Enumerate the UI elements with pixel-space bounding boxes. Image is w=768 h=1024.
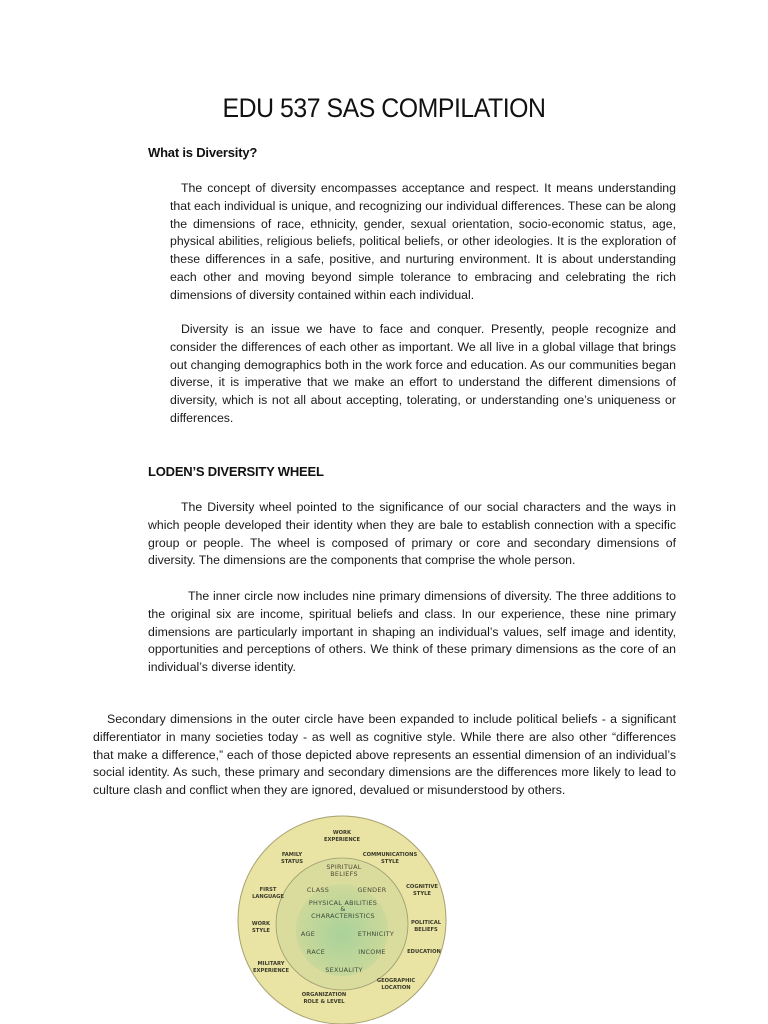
diversity-wheel-diagram	[232, 812, 454, 1024]
wheel-label-sexuality: SEXUALITY	[325, 966, 363, 974]
wheel-label-characteristics: CHARACTERISTICS	[311, 912, 375, 920]
heading-lodens-diversity-wheel: LODEN’S DIVERSITY WHEEL	[148, 464, 324, 479]
wheel-label-work-experience-2: EXPERIENCE	[323, 837, 361, 843]
wheel-label-work-style-2: STYLE	[252, 928, 270, 934]
wheel-label-work-style: WORK	[251, 921, 271, 927]
wheel-label-communications-style: COMMUNICATIONS	[362, 852, 418, 858]
wheel-label-political-beliefs: POLITICAL	[410, 920, 442, 926]
paragraph-diversity-issue: Diversity is an issue we have to face and conquer. Presently, people recognize and consider the differences of each other as important. We all live in a global village that brings out changing demographics both in the work force and education. As our communities began diverse, it is imperative that we make an effort to understand the different dimensions of diversity, which is not all about accepting, tolerating, or understanding one’s uniqueness or differences.	[170, 322, 676, 425]
wheel-label-education: EDUCATION	[407, 949, 441, 955]
wheel-label-race: RACE	[306, 948, 326, 956]
wheel-label-cognitive-style: COGNITIVE	[406, 884, 438, 890]
paragraph-wheel-intro: The Diversity wheel pointed to the significance of our social characters and the ways in which people developed their identity when they are bale to establish connection with a specific group or people. The wheel is composed of primary or core and secondary dimensions of diversity. The dimensions are the components that comprise the whole person.	[148, 500, 676, 568]
wheel-label-income: INCOME	[358, 948, 386, 956]
wheel-label-physical-abilities: PHYSICAL ABILITIES	[308, 899, 378, 907]
wheel-label-physical-ampersand: &	[340, 905, 346, 913]
diversity-wheel-figure	[232, 812, 454, 1024]
wheel-label-work-experience: WORK	[332, 830, 352, 836]
wheel-label-communications-style-2: STYLE	[381, 859, 399, 865]
wheel-label-cognitive-style-2: STYLE	[413, 891, 431, 897]
wheel-label-gender: GENDER	[357, 886, 387, 894]
paragraph-diversity-concept: The concept of diversity encompasses acceptance and respect. It means understanding that each individual is unique, and recognizing our individual differences. These can be along the dimensions of race, ethnicity, gender, sexual orientation, socio-economic status, age, physical abilities, religious beliefs, political beliefs, or other ideologies. It is the exploration of these differences in a safe, positive, and nurturing environment. It is about understanding each other and moving beyond simple tolerance to embracing and celebrating the rich dimensions of diversity contained within each individual.	[170, 181, 676, 302]
wheel-label-first-language-2: LANGUAGE	[252, 894, 284, 900]
wheel-label-geographic-location-2: LOCATION	[381, 985, 411, 991]
wheel-label-organization-role: ORGANIZATION	[301, 992, 347, 998]
wheel-label-ethnicity: ETHNICITY	[357, 930, 395, 938]
wheel-label-spiritual-beliefs: SPIRITUAL	[326, 863, 362, 871]
wheel-label-class: CLASS	[306, 886, 330, 894]
heading-what-is-diversity: What is Diversity?	[148, 145, 258, 160]
wheel-label-military-experience-2: EXPERIENCE	[252, 968, 290, 974]
wheel-label-spiritual-beliefs-2: BELIEFS	[330, 870, 358, 878]
wheel-label-family-status-2: STATUS	[281, 859, 303, 865]
wheel-label-geographic-location: GEOGRAPHIC	[376, 978, 416, 984]
document-title: EDU 537 SAS COMPILATION	[222, 93, 546, 123]
paragraph-inner-circle: The inner circle now includes nine primary dimensions of diversity. The three additions to the original six are income, spiritual beliefs and class. In our experience, these nine primary dimensions are particularly important in shaping an individual’s values, self image and identity, opportunities and perceptions of others. We think of these primary dimensions as the core of an individual’s diverse identity.	[148, 589, 676, 675]
wheel-label-political-beliefs-2: BELIEFS	[414, 927, 438, 933]
wheel-label-first-language: FIRST	[259, 887, 277, 893]
wheel-label-organization-role-2: ROLE & LEVEL	[303, 999, 345, 1005]
wheel-label-military-experience: MILITARY	[257, 961, 285, 967]
paragraph-secondary-dimensions: Secondary dimensions in the outer circle have been expanded to include political beliefs - a significant differentiator in many societies today - as well as cognitive style. While there are also other “differences that make a difference,” each of those depicted above represents an essential dimension of an individual’s social identity. As such, these primary and secondary dimensions are the differences more likely to lead to culture clash and conflict when they are ignored, devalued or misunderstood by others.	[93, 712, 676, 798]
wheel-label-family-status: FAMILY	[281, 852, 303, 858]
wheel-label-age: AGE	[300, 930, 316, 938]
